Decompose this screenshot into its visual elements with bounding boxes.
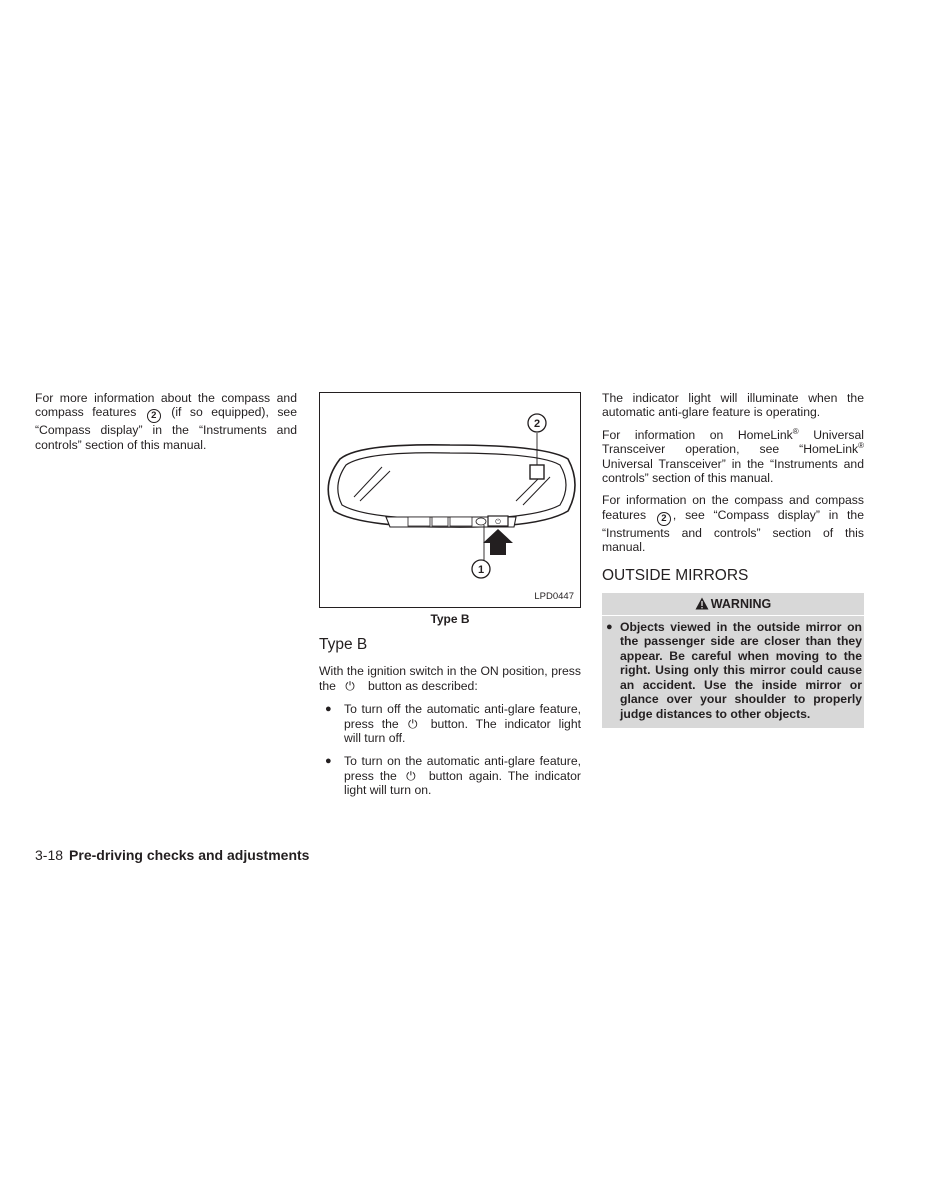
warning-text: ● Objects viewed in the outside mirror on the passenger side are closer than they appear. Be careful when moving to the right. Using only this mirror could cause an accident. Use the inside mirror or glance over your shoulder to properly judge distances to other objects. bbox=[606, 620, 862, 721]
right-column bbox=[602, 391, 864, 728]
section-heading-outside-mirrors: OUTSIDE MIRRORS bbox=[602, 566, 749, 584]
warning-icon bbox=[695, 597, 709, 610]
figure-caption: Type B bbox=[430, 612, 470, 626]
homelink-paragraph: For information on HomeLink® Universal Transceiver operation, see “HomeLink® Universal Transceiver” in the “Instruments and controls” section of this manual. bbox=[602, 426, 864, 486]
list-item: ● To turn on the automatic anti-glare feature, press the ⏻ button again. The indicator light will turn on. bbox=[325, 754, 581, 798]
bullet-icon: ● bbox=[606, 621, 613, 634]
bullet-icon: ● bbox=[325, 755, 332, 768]
power-icon: ⏻ bbox=[406, 768, 416, 783]
mirror-figure bbox=[319, 392, 581, 608]
left-column bbox=[35, 391, 297, 452]
compass-info-paragraph: For more information about the compass and compass features 2 (if so equipped), see “Compass display” in the “Instruments and controls” section of this manual. bbox=[35, 391, 297, 452]
callout-2-ref: 2 bbox=[147, 409, 161, 423]
indicator-paragraph: The indicator light will illuminate when the automatic anti-glare feature is operating. bbox=[602, 391, 864, 420]
callout-2-label: 2 bbox=[533, 418, 541, 430]
list-item: ● To turn off the automatic anti-glare feature, press the ⏻ button. The indicator light will turn off. bbox=[325, 702, 581, 746]
bullet-icon: ● bbox=[325, 703, 332, 716]
chapter-title: Pre-driving checks and adjustments bbox=[69, 847, 310, 863]
svg-text:⏻: ⏻ bbox=[495, 519, 501, 526]
middle-column bbox=[319, 392, 581, 798]
page-footer bbox=[35, 847, 309, 863]
callout-1-label: 1 bbox=[477, 564, 485, 576]
compass-display bbox=[530, 465, 544, 479]
intro-paragraph: With the ignition switch in the ON position, press the ⏻ button as described: bbox=[319, 664, 581, 693]
warning-box bbox=[602, 593, 864, 728]
warning-header: WARNING bbox=[602, 593, 864, 616]
arrow-icon bbox=[483, 529, 513, 555]
rearview-mirror-illustration bbox=[320, 393, 580, 607]
section-heading-type-b: Type B bbox=[319, 636, 368, 654]
compass-paragraph: For information on the compass and compass features 2 , see “Compass display” in the “Instruments and controls” section of this manual. bbox=[602, 493, 864, 555]
page-number: 3-18 bbox=[35, 847, 64, 863]
indicator-light bbox=[476, 518, 486, 525]
power-icon: ⏻ bbox=[345, 678, 355, 693]
power-icon: ⏻ bbox=[407, 716, 418, 731]
callout-2-ref: 2 bbox=[657, 512, 671, 526]
figure-code: LPD0447 bbox=[534, 590, 574, 602]
